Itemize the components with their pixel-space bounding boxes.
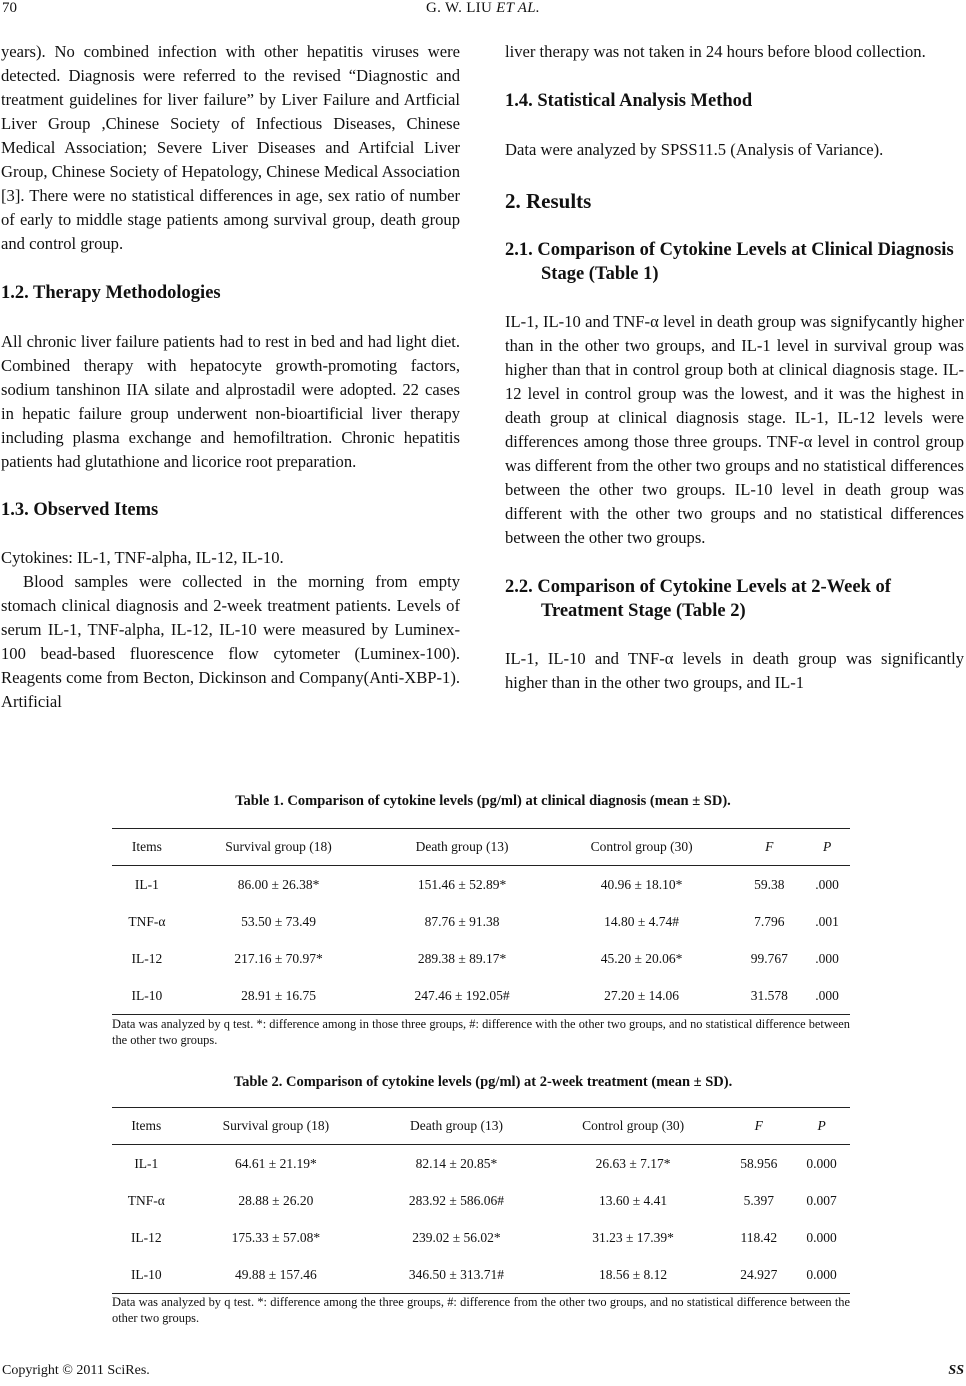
table-cell: 59.38 bbox=[754, 876, 785, 892]
table-cell: 86.00 ± 26.38* bbox=[237, 876, 320, 892]
column-header: Items bbox=[112, 829, 182, 866]
table-row bbox=[112, 866, 850, 904]
column-header: Items bbox=[112, 1108, 181, 1145]
table-cell: 28.88 ± 26.20 bbox=[238, 1192, 314, 1208]
paragraph: Data were analyzed by SPSS11.5 (Analysis of Variance). bbox=[505, 140, 884, 159]
table-cell: 175.33 ± 57.08* bbox=[231, 1229, 321, 1245]
table-cell: .000 bbox=[815, 950, 839, 966]
table-cell: 217.16 ± 70.97* bbox=[234, 950, 323, 966]
paragraph: Blood samples were collected in the morning from empty stomach clinical diagnosis and 2-week treatment patients. Levels of serum IL-1, TNF-alpha, IL-12, IL-10 were measured by Luminex-100 bead-based fluorescence flow cytometer (Luminex-100). Reagents come from Becton, Dickinson and Company(Anti-XBP-1). Artificial bbox=[1, 572, 460, 711]
paragraph: IL-1, IL-10 and TNF-α level in death group was signifycantly higher than in the other two groups, and IL-1 level in survival group was higher than that in control group both at clinical diagnosis stage. IL-12 level in control group was the lowest, and it was the highest in death group at clinical diagnosis stage. IL-1, IL-12 levels were differences among those three groups. TNF-α level in control group was different from the other two groups and no statistical differences between the other two groups. IL-10 level in death group was different with the other two groups and no statistical differences between the other two groups. bbox=[505, 312, 964, 547]
table-cell: 151.46 ± 52.89* bbox=[417, 876, 507, 892]
table-cell: IL-12 bbox=[130, 1229, 162, 1245]
table-cell: 64.61 ± 21.19* bbox=[235, 1155, 317, 1171]
section-heading: 2. Results bbox=[505, 189, 592, 213]
table-cell: 346.50 ± 313.71# bbox=[371, 1256, 542, 1294]
table-caption: Table 1. Comparison of cytokine levels (pg/ml) at clinical diagnosis (mean ± SD). bbox=[235, 793, 731, 809]
table-cell: 247.46 ± 192.05# bbox=[375, 977, 548, 1015]
copyright-notice: Copyright © 2011 SciRes. bbox=[2, 1363, 150, 1378]
table-cell: 99.767 bbox=[750, 950, 788, 966]
table-cell: IL-10 bbox=[112, 977, 182, 1015]
table-cell: 26.63 ± 7.17* bbox=[595, 1155, 671, 1171]
paragraph: All chronic liver failure patients had to rest in bed and had light diet. Combined therapy with hepatocyte growth-promoting factors, sodium tanshinon IIA silate and alprostadil were adopted. 22 cases in hepatic failure group underwent non-bioartificial liver therapy including plasma exchange and hemofiltration. Chronic hepatitis patients had glutathione and licorice root preparation. bbox=[1, 332, 460, 471]
table-cell: TNF-α bbox=[127, 1192, 165, 1208]
table-cell: 7.796 bbox=[754, 913, 785, 929]
table-cell: .001 bbox=[815, 913, 839, 929]
column-header: F bbox=[724, 1108, 793, 1145]
paragraph: years). No combined infection with other hepatitis viruses were detected. Diagnosis were referred to the revised “Diagnostic and treatment guidelines for liver failure” by Liver Failure and Artficial Liver Group ,Chinese Society of Infectious Diseases, Chinese Medical Association; Severe Liver Diseases and Artifcial Liver Group, Chinese Society of Hepatology, Chinese Medical Association [3]. There were no statistical differences in age, sex ratio of number of early to middle stage patients among survival group, death group and control group. bbox=[1, 42, 460, 253]
journal-abbreviation: SS bbox=[948, 1363, 964, 1378]
table-row bbox=[112, 903, 850, 940]
table-cell: 0.000 bbox=[806, 1155, 837, 1171]
page-number: 70 bbox=[2, 0, 17, 16]
right-column bbox=[505, 40, 964, 695]
section-heading: 2.1. Comparison of Cytokine Levels at Clinical Diagnosis Stage (Table 1) bbox=[505, 240, 954, 284]
table-row bbox=[112, 1219, 850, 1256]
running-head bbox=[0, 0, 966, 17]
table-cell: 18.56 ± 8.12 bbox=[542, 1256, 725, 1294]
table-row bbox=[112, 1145, 850, 1183]
table-note: Data was analyzed by q test. *: difference among in those three groups, #: difference with the other two groups, and no statistical difference between the other two groups. bbox=[112, 1017, 850, 1047]
section-heading: 1.3. Observed Items bbox=[1, 500, 159, 520]
column-header: Survival group (18) bbox=[182, 829, 376, 866]
running-head-et-al: ET AL. bbox=[496, 0, 540, 16]
table-cell: .000 bbox=[804, 977, 850, 1015]
column-header: P bbox=[804, 829, 850, 866]
paragraph: liver therapy was not taken in 24 hours before blood collection. bbox=[505, 42, 926, 61]
table-cell: 53.50 ± 73.49 bbox=[241, 913, 316, 929]
section-heading: 1.4. Statistical Analysis Method bbox=[505, 91, 753, 111]
table-cell: 239.02 ± 56.02* bbox=[412, 1229, 501, 1245]
table-row bbox=[112, 1182, 850, 1219]
table-cell: 283.92 ± 586.06# bbox=[408, 1192, 505, 1208]
table-cell: TNF-α bbox=[128, 913, 166, 929]
table-cell: 49.88 ± 157.46 bbox=[181, 1256, 372, 1294]
table-cell: 14.80 ± 4.74# bbox=[604, 913, 680, 929]
table-cell: IL-12 bbox=[131, 950, 163, 966]
table-cell: 13.60 ± 4.41 bbox=[599, 1192, 668, 1208]
table-cell: IL-10 bbox=[112, 1256, 181, 1294]
table-cell: 289.38 ± 89.17* bbox=[417, 950, 507, 966]
table-cell: 0.000 bbox=[793, 1256, 850, 1294]
table-cell: 5.397 bbox=[743, 1192, 774, 1208]
table-cell: IL-1 bbox=[134, 1155, 159, 1171]
running-head-authors: G. W. LIU bbox=[426, 0, 493, 16]
table-cell: 87.76 ± 91.38 bbox=[424, 913, 500, 929]
table-cell: .000 bbox=[815, 876, 839, 892]
table-cell: IL-1 bbox=[134, 876, 159, 892]
table-cell: 82.14 ± 20.85* bbox=[415, 1155, 498, 1171]
table-cell: 0.000 bbox=[806, 1229, 837, 1245]
table-caption: Table 2. Comparison of cytokine levels (pg/ml) at 2-week treatment (mean ± SD). bbox=[233, 1074, 733, 1090]
table-header-row bbox=[112, 829, 850, 866]
page-footer bbox=[2, 1363, 964, 1379]
table-cell: 24.927 bbox=[724, 1256, 793, 1294]
table-cell: 40.96 ± 18.10* bbox=[600, 876, 683, 892]
section-heading: 2.2. Comparison of Cytokine Levels at 2-Week of Treatment Stage (Table 2) bbox=[505, 577, 891, 621]
data-table bbox=[112, 1107, 850, 1294]
column-header: Death group (13) bbox=[371, 1108, 542, 1145]
column-header: F bbox=[734, 829, 804, 866]
table-cell: 31.23 ± 17.39* bbox=[592, 1229, 674, 1245]
table-note: Data was analyzed by q test. *: difference among the three groups, #: difference from the other two groups, and no statistical difference between the other two groups. bbox=[112, 1295, 850, 1325]
table-cell: 118.42 bbox=[740, 1229, 778, 1245]
column-header: P bbox=[793, 1108, 850, 1145]
table-row bbox=[112, 940, 850, 977]
table-row bbox=[112, 977, 850, 1015]
table-cell: 45.20 ± 20.06* bbox=[600, 950, 683, 966]
column-header: Control group (30) bbox=[549, 829, 735, 866]
table-cell: 58.956 bbox=[740, 1155, 778, 1171]
column-header: Death group (13) bbox=[375, 829, 548, 866]
table-header-row bbox=[112, 1108, 850, 1145]
column-header: Survival group (18) bbox=[181, 1108, 372, 1145]
table-cell: 31.578 bbox=[734, 977, 804, 1015]
column-header: Control group (30) bbox=[542, 1108, 725, 1145]
paragraph: Cytokines: IL-1, TNF-alpha, IL-12, IL-10. bbox=[1, 548, 284, 567]
data-table bbox=[112, 828, 850, 1015]
left-column bbox=[1, 40, 460, 714]
table-cell: 28.91 ± 16.75 bbox=[182, 977, 376, 1015]
table-cell: 0.007 bbox=[806, 1192, 837, 1208]
table-row bbox=[112, 1256, 850, 1294]
paragraph: IL-1, IL-10 and TNF-α levels in death group was significantly higher than in the other two groups, and IL-1 bbox=[505, 649, 964, 692]
table-cell: 27.20 ± 14.06 bbox=[549, 977, 735, 1015]
section-heading: 1.2. Therapy Methodologies bbox=[1, 283, 221, 303]
